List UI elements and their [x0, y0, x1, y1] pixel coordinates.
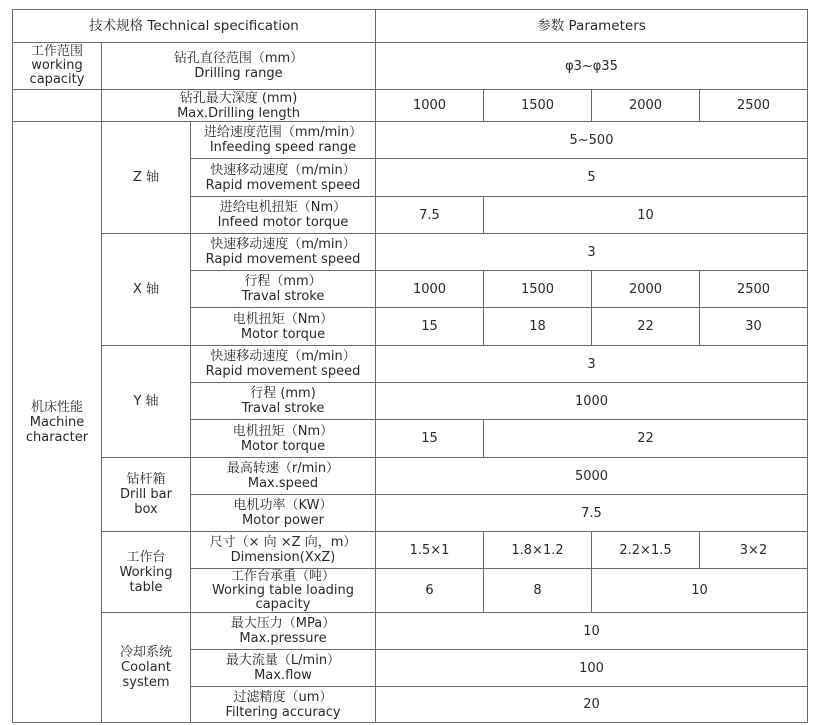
- value: 1000: [574, 393, 609, 409]
- value: 18: [529, 319, 546, 334]
- value-cell: [699, 531, 808, 569]
- value-cell: [375, 270, 484, 308]
- label-en: Drilling range: [194, 66, 283, 81]
- value: 3×2: [739, 542, 768, 558]
- header-spec-text: 技术规格 Technical specification: [89, 17, 299, 34]
- label-en: Max.speed: [247, 476, 319, 491]
- value: 100: [579, 660, 604, 676]
- label-en: Motor power: [242, 513, 324, 528]
- label-z-infeed-speed: [190, 121, 376, 159]
- label-en: Traval stroke: [241, 401, 325, 416]
- value: 15: [421, 431, 438, 446]
- value: 6: [425, 583, 434, 598]
- value: 2500: [736, 98, 771, 113]
- value-cell: [591, 531, 700, 569]
- value-cell: [483, 89, 592, 122]
- label-zh: 钻孔最大深度 (mm): [179, 90, 298, 106]
- value: 5~500: [569, 132, 614, 148]
- label-en: Rapid movement speed: [205, 177, 361, 193]
- value-cell: [375, 612, 808, 650]
- value-cell: [375, 686, 808, 723]
- value: 2000: [628, 281, 663, 297]
- label-zh: 快速移动速度（m/min）: [210, 237, 356, 252]
- header-params-text: 参数 Parameters: [537, 17, 646, 34]
- label-zh: 快速移动速度（m/min）: [210, 162, 356, 178]
- subgroup-working-table: [101, 531, 191, 613]
- value-cell: [483, 419, 808, 458]
- value: 2.2×1.5: [619, 542, 672, 558]
- value: 1500: [520, 281, 555, 297]
- subgroup-label-en1: Working: [119, 564, 173, 580]
- group-label-zh: 机床性能: [30, 399, 83, 415]
- subgroup-x-axis: [101, 233, 191, 346]
- value-drilling-range: [375, 42, 808, 90]
- label-en: Dimension(XxZ): [230, 550, 336, 565]
- label-drilling-length: [101, 89, 376, 122]
- value-cell: [483, 568, 592, 613]
- label-zh: 工作台承重（吨）: [230, 568, 335, 584]
- label-zh: 快速移动速度（m/min）: [210, 349, 356, 364]
- value: 7.5: [581, 505, 602, 521]
- label-en2: capacity: [255, 596, 311, 612]
- value-cell: [591, 307, 700, 346]
- group-label-zh: 工作范围: [30, 44, 83, 59]
- subgroup-label-zh: 冷却系统: [119, 645, 172, 660]
- value: 1500: [520, 98, 555, 113]
- label-en: Traval stroke: [241, 289, 325, 304]
- value-cell: [375, 345, 808, 383]
- value-cell: [591, 89, 700, 122]
- value: 5: [587, 170, 596, 185]
- subgroup-label-en2: table: [129, 579, 163, 595]
- group-label-en1: working: [31, 58, 83, 73]
- value-cell: [375, 158, 808, 197]
- group-label-en1: Machine: [29, 414, 85, 430]
- label-zh: 行程（mm）: [244, 274, 322, 289]
- value: 30: [745, 319, 762, 334]
- subgroup-drill-box: [101, 457, 191, 532]
- label-zh: 最高转速（r/min）: [226, 461, 340, 476]
- group-working-capacity: [12, 42, 102, 90]
- value: 10: [691, 583, 708, 598]
- value-cell: [375, 419, 484, 458]
- value: 3: [587, 356, 596, 372]
- value: 22: [637, 319, 654, 334]
- subgroup-label: Y 轴: [133, 394, 159, 409]
- value: 15: [421, 319, 438, 334]
- value: 5000: [574, 468, 609, 484]
- value-cell: [375, 457, 808, 495]
- header-params: [375, 9, 808, 43]
- label-zh: 最大流量（L/min）: [225, 653, 341, 668]
- label-zh: 进给速度范围（mm/min）: [203, 125, 363, 140]
- value: 3: [587, 244, 596, 260]
- subgroup-label-en2: box: [134, 502, 158, 517]
- value: 1000: [412, 281, 447, 297]
- value-cell: [375, 649, 808, 687]
- label-zh: 行程 (mm): [250, 386, 316, 401]
- label-en: Max.Drilling length: [177, 105, 300, 121]
- subgroup-label-zh: 工作台: [126, 549, 166, 565]
- label-zh: 电机功率（KW）: [233, 498, 333, 513]
- subgroup-label: X 轴: [132, 282, 160, 297]
- subgroup-label-en1: Drill bar: [120, 487, 172, 502]
- value-cell: [375, 307, 484, 346]
- value: 10: [583, 623, 600, 639]
- value-cell: [483, 270, 592, 308]
- value-cell: [375, 89, 484, 122]
- label-zh: 进给电机扭矩（Nm）: [219, 200, 347, 215]
- label-zh: 尺寸（× 向 ×Z 向，m）: [209, 535, 357, 550]
- value-cell: [699, 89, 808, 122]
- subgroup-coolant: [101, 612, 191, 723]
- subgroup-label-en1: Coolant: [121, 660, 171, 675]
- value-cell: [375, 568, 484, 613]
- label-en: Filtering accuracy: [225, 704, 341, 720]
- label-x-motor-torque: [190, 307, 376, 346]
- value-cell: [483, 196, 808, 234]
- label-x-stroke: [190, 270, 376, 308]
- header-spec: [12, 9, 376, 43]
- value-cell: [591, 270, 700, 308]
- value: 1.5×1: [409, 542, 450, 558]
- label-zh: 过滤精度（um）: [233, 689, 333, 705]
- value: 2000: [628, 98, 663, 113]
- label-filtering-accuracy: [190, 686, 376, 723]
- label-zh: 钻孔直径范围（mm）: [173, 51, 304, 66]
- label-table-load: [190, 568, 376, 613]
- label-zh: 最大压力（MPa）: [230, 616, 336, 631]
- label-en: Infeed motor torque: [217, 215, 349, 230]
- value-cell: [699, 307, 808, 346]
- label-en: Rapid movement speed: [205, 364, 361, 379]
- label-max-pressure: [190, 612, 376, 650]
- label-en: Motor torque: [240, 438, 326, 454]
- group-label-en2: capacity: [29, 72, 85, 87]
- label-en: Motor torque: [240, 326, 326, 342]
- value: 7.5: [419, 207, 440, 223]
- subgroup-y-axis: [101, 345, 191, 458]
- label-z-motor-torque: [190, 196, 376, 234]
- group-machine-character: [12, 121, 102, 723]
- value: 22: [637, 431, 654, 446]
- value: 8: [533, 583, 542, 598]
- label-zh: 电机扭矩（Nm）: [232, 311, 334, 327]
- value-cell: [591, 568, 808, 613]
- group-label-en2: character: [25, 429, 89, 445]
- label-drilling-range: [101, 42, 376, 90]
- label-en: Rapid movement speed: [205, 252, 361, 267]
- label-motor-power: [190, 494, 376, 532]
- label-en: Max.flow: [254, 668, 312, 683]
- value-cell: [483, 307, 592, 346]
- subgroup-label: Z 轴: [132, 170, 160, 185]
- label-en1: Working table loading: [211, 582, 355, 598]
- label-en: Infeeding speed range: [209, 140, 357, 155]
- label-x-rapid-speed: [190, 233, 376, 271]
- label-y-stroke: [190, 382, 376, 420]
- label-zh: 电机扭矩（Nm）: [232, 423, 334, 439]
- value-cell: [699, 270, 808, 308]
- blank-cell: [12, 89, 102, 122]
- value: φ3~φ35: [565, 58, 618, 74]
- value-cell: [375, 233, 808, 271]
- subgroup-z-axis: [101, 121, 191, 234]
- label-dimension: [190, 531, 376, 569]
- value-cell: [483, 531, 592, 569]
- label-max-speed: [190, 457, 376, 495]
- value: 1000: [412, 98, 447, 113]
- label-y-rapid-speed: [190, 345, 376, 383]
- value: 10: [637, 207, 654, 223]
- label-max-flow: [190, 649, 376, 687]
- value-cell: [375, 121, 808, 159]
- value-cell: [375, 382, 808, 420]
- label-z-rapid-speed: [190, 158, 376, 197]
- value: 2500: [736, 281, 771, 297]
- value: 1.8×1.2: [511, 542, 564, 558]
- subgroup-label-zh: 钻杆箱: [126, 472, 166, 487]
- value-cell: [375, 196, 484, 234]
- label-en: Max.pressure: [239, 631, 327, 646]
- value-cell: [375, 531, 484, 569]
- value-cell: [375, 494, 808, 532]
- label-y-motor-torque: [190, 419, 376, 458]
- value: 20: [583, 697, 600, 712]
- subgroup-label-en2: system: [122, 675, 170, 690]
